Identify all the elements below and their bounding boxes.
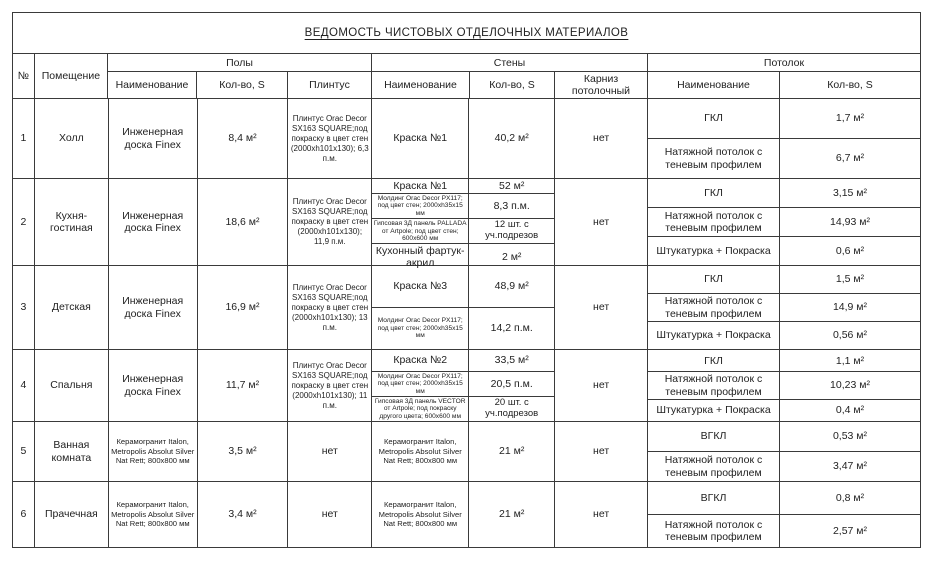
row-num: 2 xyxy=(13,179,35,265)
plinth-cell: Плинтус Orac Decor SX163 SQUARE;под покраску в цвет стен (2000xh101x130); 13 п.м. xyxy=(288,266,372,349)
wall-qty: 40,2 м² xyxy=(494,132,529,145)
wall-subrow xyxy=(372,266,554,308)
header-room: Помещение xyxy=(35,54,108,98)
ceiling-subrow xyxy=(648,237,920,265)
ceiling-qty: 10,23 м² xyxy=(830,379,870,392)
walls-block xyxy=(372,179,555,270)
title-row xyxy=(13,13,920,54)
floor-name: Инженерная доска Finex xyxy=(109,179,198,265)
ceiling-name: ВГКЛ xyxy=(648,482,780,514)
wall-qty: 21 м² xyxy=(499,508,525,521)
ceiling-subrow xyxy=(648,452,920,481)
ceiling-qty: 0,56 м² xyxy=(832,329,868,342)
ceiling-subrow xyxy=(648,400,920,421)
floor-qty: 3,5 м² xyxy=(198,422,289,481)
ceiling-name: Штукатурка + Покраска xyxy=(648,400,780,421)
ceiling-name: ГКЛ xyxy=(648,179,780,207)
table-row xyxy=(13,179,920,270)
plinth-cell: Плинтус Orac Decor SX163 SQUARE;под покраску в цвет стен (2000xh101x130); 11 п.м. xyxy=(288,350,372,421)
floor-qty: 16,9 м² xyxy=(198,266,289,349)
ceiling-subrow xyxy=(648,208,920,237)
ceiling-name: ВГКЛ xyxy=(648,422,780,451)
table-row xyxy=(13,99,920,179)
ceiling-subrow xyxy=(648,372,920,399)
ceiling-subrow xyxy=(648,482,920,515)
wall-qty: 52 м² xyxy=(499,180,525,192)
wall-qty: 12 шт. с уч.подрезов xyxy=(485,219,539,242)
plinth-cell: Плинтус Orac Decor SX163 SQUARE;под покраску в цвет стен (2000xh101x130); 6,3 п.м. xyxy=(288,99,372,178)
materials-table xyxy=(12,12,921,548)
wall-qty: 21 м² xyxy=(499,445,525,458)
plinth-cell: нет xyxy=(288,422,372,481)
row-num: 4 xyxy=(13,350,35,421)
wall-name: Краска №2 xyxy=(372,350,469,371)
ceiling-name: Натяжной потолок с теневым профилем xyxy=(648,208,780,236)
header-floors-qty: Кол-во, S xyxy=(197,72,288,98)
room-name: Спальня xyxy=(35,350,109,421)
wall-name: Керамогранит Italon, Metropolis Absolut Silver Nat Rett; 800x800 мм xyxy=(372,422,469,481)
ceiling-block xyxy=(648,266,920,349)
header-floors-name: Наименование xyxy=(108,72,197,98)
wall-name: Гипсовая 3Д панель VECTOR от Artpole; под покраску другого цвета; 600x600 мм xyxy=(372,397,469,421)
walls-block xyxy=(372,482,555,547)
ceiling-block xyxy=(648,99,920,178)
ceiling-subrow xyxy=(648,179,920,208)
floor-qty: 11,7 м² xyxy=(198,350,289,421)
header-ceiling-label: Потолок xyxy=(648,54,920,72)
wall-subrow xyxy=(372,219,554,244)
wall-name: Молдинг Orac Decor PX117; под цвет стен; 2000xh35x15 мм xyxy=(372,308,469,349)
ceiling-subrow xyxy=(648,99,920,139)
ceiling-qty: 3,15 м² xyxy=(832,186,868,199)
header-ceiling-qty: Кол-во, S xyxy=(827,78,873,91)
header-walls-qty: Кол-во, S xyxy=(470,72,555,98)
ceiling-qty: 2,57 м² xyxy=(832,524,868,537)
ceiling-name: ГКЛ xyxy=(648,99,780,138)
cornice-cell: нет xyxy=(555,350,648,421)
floor-name: Керамогранит Italon, Metropolis Absolut Silver Nat Rett; 800x800 мм xyxy=(109,422,198,481)
wall-qty: 48,9 м² xyxy=(494,280,529,293)
ceiling-subrow xyxy=(648,422,920,452)
walls-block xyxy=(372,99,555,178)
plinth-cell: Плинтус Orac Decor SX163 SQUARE;под покраску в цвет стен (2000xh101x130); 11,9 п.м. xyxy=(288,179,372,265)
wall-subrow xyxy=(372,397,554,421)
wall-qty: 20,5 п.м. xyxy=(490,377,533,390)
ceiling-subrow xyxy=(648,515,920,547)
wall-subrow xyxy=(372,179,554,194)
ceiling-qty: 0,53 м² xyxy=(832,430,868,443)
room-name: Прачечная xyxy=(35,482,109,547)
ceiling-name: Натяжной потолок с теневым профилем xyxy=(648,452,780,481)
floor-qty: 18,6 м² xyxy=(198,179,289,265)
table-row xyxy=(13,266,920,350)
cornice-cell: нет xyxy=(555,99,648,178)
ceiling-name: Натяжной потолок с теневым профилем xyxy=(648,515,780,547)
wall-name: Молдинг Orac Decor PX117; под цвет стен; 2000xh35x15 мм xyxy=(372,194,469,218)
ceiling-name: ГКЛ xyxy=(648,350,780,371)
cornice-cell: нет xyxy=(555,422,648,481)
table-row xyxy=(13,350,920,422)
floor-name: Инженерная доска Finex xyxy=(109,266,198,349)
wall-name: Краска №3 xyxy=(372,266,469,307)
ceiling-name: Штукатурка + Покраска xyxy=(648,322,780,349)
header-floors-label: Полы xyxy=(108,54,372,72)
ceiling-qty: 0,4 м² xyxy=(835,404,865,417)
header-group-ceiling xyxy=(648,54,920,98)
table-row xyxy=(13,482,920,547)
ceiling-qty: 14,93 м² xyxy=(830,215,870,228)
table-header xyxy=(13,54,920,99)
header-group-walls xyxy=(372,54,648,98)
ceiling-subrow xyxy=(648,294,920,322)
walls-block xyxy=(372,422,555,481)
table-title: ВЕДОМОСТЬ ЧИСТОВЫХ ОТДЕЛОЧНЫХ МАТЕРИАЛОВ xyxy=(304,27,629,39)
floor-name: Инженерная доска Finex xyxy=(109,99,198,178)
ceiling-qty: 14,9 м² xyxy=(832,301,868,314)
table-row xyxy=(13,422,920,482)
floor-qty: 3,4 м² xyxy=(198,482,289,547)
cornice-cell: нет xyxy=(555,179,648,265)
wall-subrow xyxy=(372,350,554,372)
plinth-cell: нет xyxy=(288,482,372,547)
wall-name: Краска №1 xyxy=(372,179,469,193)
header-ceiling-name: Наименование xyxy=(648,72,780,98)
wall-name: Краска №1 xyxy=(372,99,469,178)
cornice-cell: нет xyxy=(555,266,648,349)
ceiling-block xyxy=(648,350,920,421)
floor-name: Инженерная доска Finex xyxy=(109,350,198,421)
ceiling-qty: 3,47 м² xyxy=(832,460,868,473)
wall-subrow xyxy=(372,482,554,547)
row-num: 5 xyxy=(13,422,35,481)
header-num: № xyxy=(13,54,35,98)
ceiling-block xyxy=(648,422,920,481)
wall-subrow xyxy=(372,99,554,178)
wall-name: Керамогранит Italon, Metropolis Absolut Silver Nat Rett; 800x800 мм xyxy=(372,482,469,547)
wall-subrow xyxy=(372,422,554,481)
floor-qty: 8,4 м² xyxy=(198,99,289,178)
row-num: 1 xyxy=(13,99,35,178)
ceiling-subrow xyxy=(648,322,920,349)
walls-block xyxy=(372,266,555,349)
ceiling-name: Натяжной потолок с теневым профилем xyxy=(648,139,780,178)
room-name: Холл xyxy=(35,99,109,178)
row-num: 6 xyxy=(13,482,35,547)
wall-name: Гипсовая 3Д панель PALLADA от Artpole; под цвет стен; 600x600 мм xyxy=(372,219,469,243)
ceiling-name: Натяжной потолок с теневым профилем xyxy=(648,294,780,321)
header-walls-name: Наименование xyxy=(372,72,470,98)
wall-qty: 14,2 п.м. xyxy=(490,322,533,335)
wall-subrow xyxy=(372,308,554,349)
walls-block xyxy=(372,350,555,421)
ceiling-qty: 0,8 м² xyxy=(835,491,865,504)
floor-name: Керамогранит Italon, Metropolis Absolut Silver Nat Rett; 800x800 мм xyxy=(109,482,198,547)
header-plinth: Плинтус xyxy=(288,72,372,98)
row-num: 3 xyxy=(13,266,35,349)
wall-qty: 8,3 п.м. xyxy=(493,200,530,213)
ceiling-block xyxy=(648,482,920,547)
header-cornice: Карниз потолочный xyxy=(555,72,648,98)
wall-qty: 20 шт. с уч.подрезов xyxy=(485,397,539,419)
room-name: Кухня-гостиная xyxy=(35,179,109,265)
ceiling-qty: 6,7 м² xyxy=(835,152,865,165)
header-group-floors xyxy=(108,54,372,98)
wall-qty: 33,5 м² xyxy=(494,354,529,367)
ceiling-qty: 1,5 м² xyxy=(835,273,865,286)
room-name: Ванная комната xyxy=(35,422,109,481)
room-name: Детская xyxy=(35,266,109,349)
wall-qty: 2 м² xyxy=(501,251,522,264)
cornice-cell: нет xyxy=(555,482,648,547)
ceiling-subrow xyxy=(648,350,920,372)
ceiling-name: ГКЛ xyxy=(648,266,780,293)
ceiling-subrow xyxy=(648,266,920,294)
ceiling-qty: 1,7 м² xyxy=(835,112,865,125)
wall-subrow xyxy=(372,194,554,219)
ceiling-block xyxy=(648,179,920,265)
ceiling-subrow xyxy=(648,139,920,178)
ceiling-name: Натяжной потолок с теневым профилем xyxy=(648,372,780,398)
ceiling-qty: 1,1 м² xyxy=(835,354,865,367)
ceiling-name: Штукатурка + Покраска xyxy=(648,237,780,265)
ceiling-qty: 0,6 м² xyxy=(835,244,865,257)
wall-name: Молдинг Orac Decor PX117; под цвет стен; 2000xh35x15 мм xyxy=(372,372,469,396)
header-walls-label: Стены xyxy=(372,54,648,72)
wall-name: Кухонный фартук-акрил xyxy=(372,244,469,270)
wall-subrow xyxy=(372,372,554,397)
